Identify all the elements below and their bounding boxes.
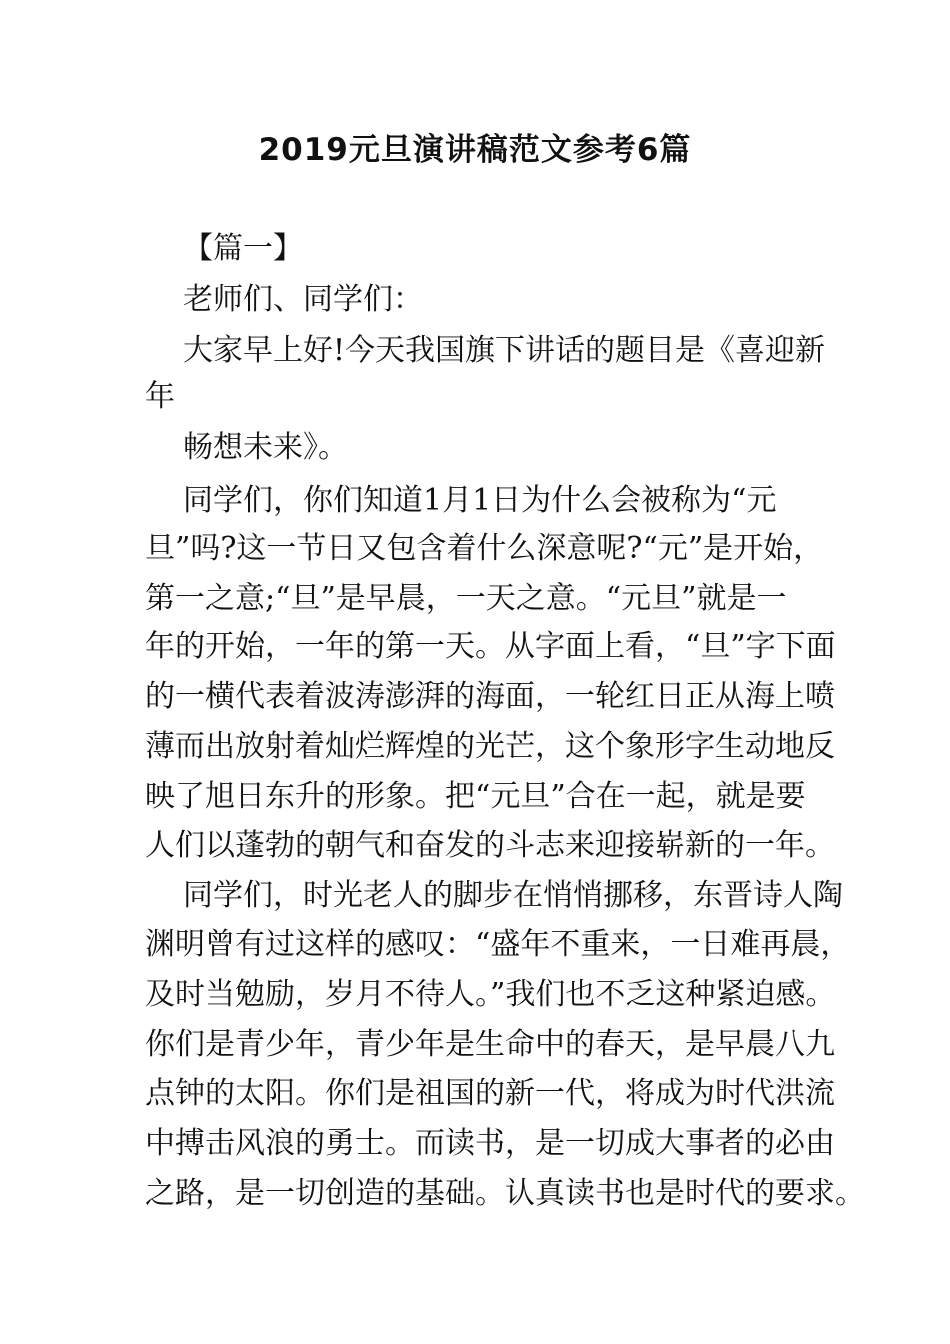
paragraph-line: 年的开始，一年的第一天。从字面上看，“旦”字下面: [145, 629, 836, 664]
paragraph-line: 同学们，你们知道1月1日为什么会被称为“元: [183, 483, 777, 518]
paragraph-line: 渊明曾有过这样的感叹：“盛年不重来，一日难再晨，: [145, 927, 851, 962]
paragraph-line: 同学们，时光老人的脚步在悄悄挪移，东晋诗人陶: [183, 878, 843, 913]
paragraph-line: 点钟的太阳。你们是祖国的新一代，将成为时代洪流: [145, 1076, 835, 1111]
document-title: 2019元旦演讲稿范文参考6篇: [258, 132, 692, 168]
paragraph-line: 大家早上好!今天我国旗下讲话的题目是《喜迎新: [183, 333, 826, 368]
paragraph-line: 第一之意;“旦”是早晨，一天之意。“元旦”就是一: [145, 581, 787, 616]
salutation-line: 老师们、同学们：: [183, 282, 423, 317]
paragraph-line: 及时当勉励，岁月不待人。”我们也不乏这种紧迫感。: [145, 977, 836, 1012]
paragraph-line: 畅想未来》。: [183, 430, 348, 465]
paragraph-line: 旦”吗?这一节日又包含着什么深意呢?“元”是开始，: [145, 531, 824, 566]
paragraph-line: 映了旭日东升的形象。把“元旦”合在一起，就是要: [145, 779, 806, 814]
paragraph-line: 之路，是一切创造的基础。认真读书也是时代的要求。: [145, 1176, 865, 1211]
paragraph-line: 你们是青少年，青少年是生命中的春天，是早晨八九: [145, 1027, 835, 1062]
paragraph-line: 的一横代表着波涛澎湃的海面，一轮红日正从海上喷: [145, 679, 835, 714]
paragraph-line: 薄而出放射着灿烂辉煌的光芒，这个象形字生动地反: [145, 729, 835, 764]
paragraph-line: 人们以蓬勃的朝气和奋发的斗志来迎接崭新的一年。: [145, 828, 835, 863]
paragraph-line: 年: [145, 379, 175, 414]
section-heading: 【篇一】: [183, 231, 303, 266]
paragraph-line: 中搏击风浪的勇士。而读书，是一切成大事者的必由: [145, 1126, 835, 1161]
